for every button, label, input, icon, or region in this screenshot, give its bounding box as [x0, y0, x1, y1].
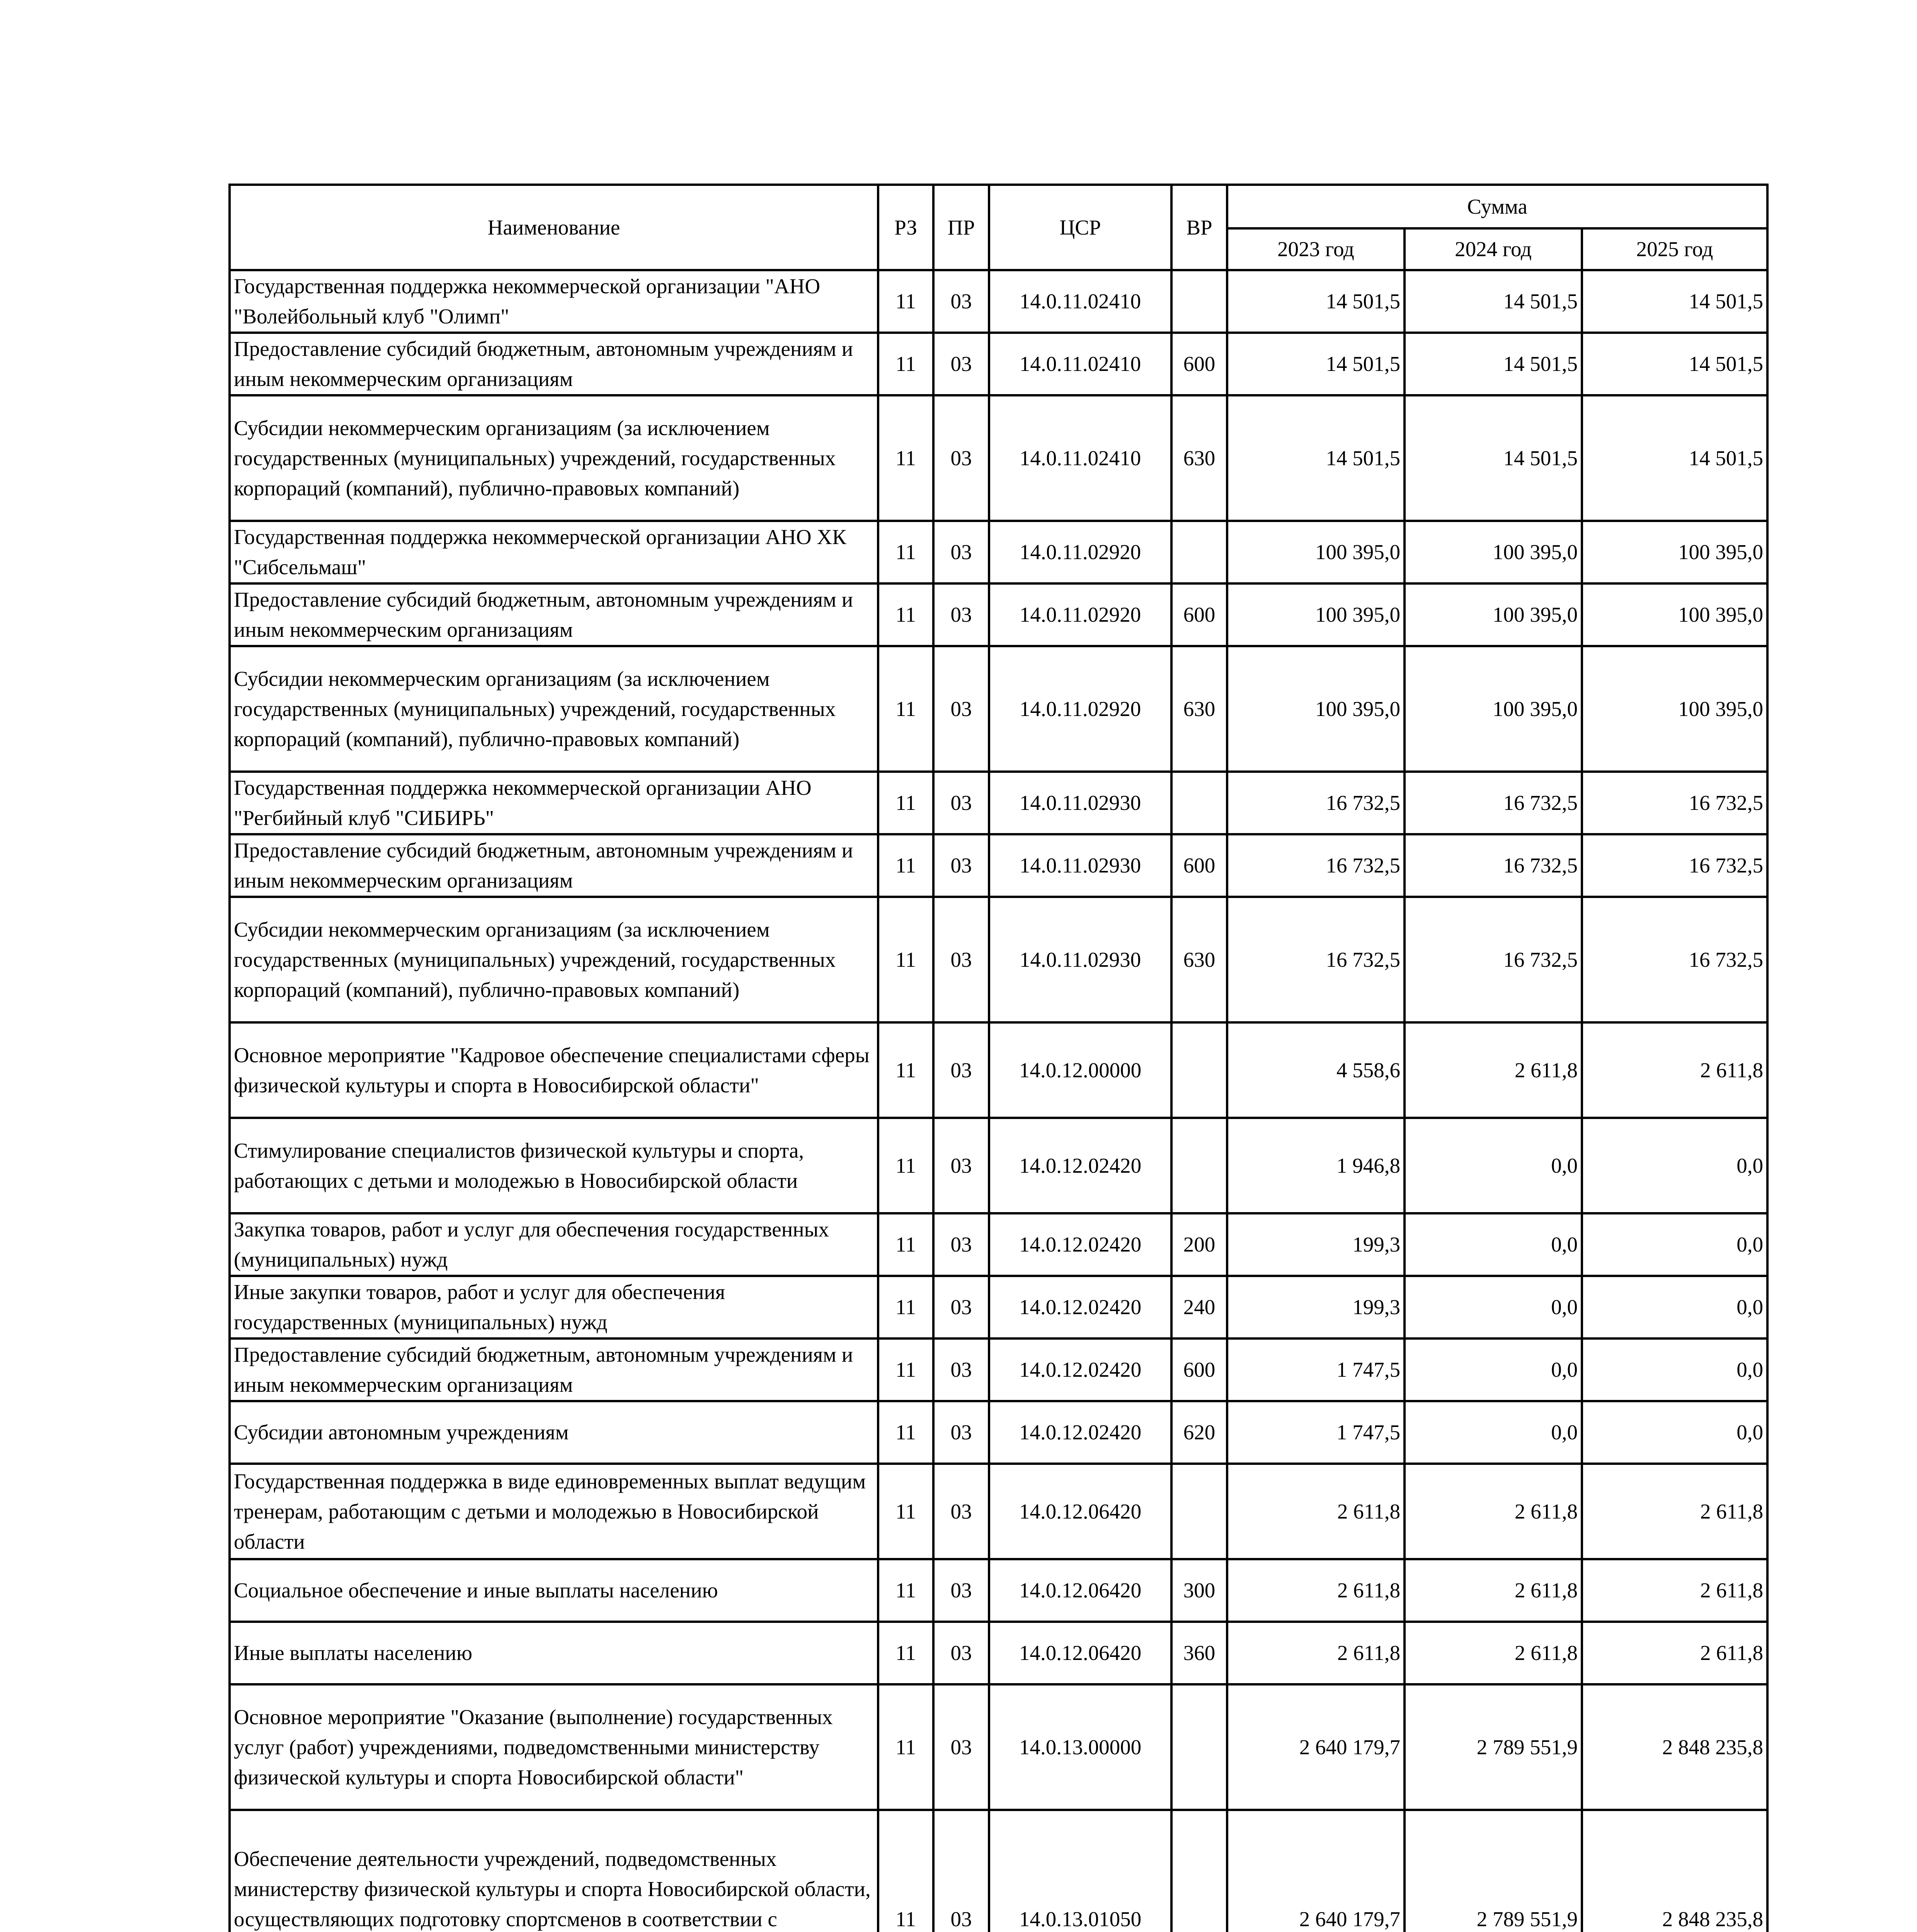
row-rz: 11	[878, 1276, 933, 1338]
row-sum-2023: 16 732,5	[1227, 897, 1405, 1022]
row-sum-2023: 100 395,0	[1227, 521, 1405, 583]
row-name: Предоставление субсидий бюджетным, автономным учреждениям и иным некоммерческим организациям	[230, 333, 878, 395]
header-name: Наименование	[230, 185, 878, 270]
row-csr: 14.0.12.02420	[989, 1213, 1171, 1276]
row-csr: 14.0.11.02920	[989, 583, 1171, 646]
row-sum-2025: 2 611,8	[1582, 1559, 1767, 1622]
row-sum-2024: 2 611,8	[1405, 1622, 1582, 1684]
table-row	[230, 1213, 1767, 1276]
row-name: Государственная поддержка некоммерческой организации АНО ХК "Сибсельмаш"	[230, 521, 878, 583]
table-row	[230, 395, 1767, 521]
row-csr: 14.0.12.02420	[989, 1118, 1171, 1213]
row-name: Основное мероприятие "Кадровое обеспечение специалистами сферы физической культуры и спорта в Новосибирской области"	[230, 1022, 878, 1118]
row-sum-2023: 14 501,5	[1227, 333, 1405, 395]
row-rz: 11	[878, 333, 933, 395]
table-row	[230, 1118, 1767, 1213]
row-name: Стимулирование специалистов физической культуры и спорта, работающих с детьми и молодежью в Новосибирской области	[230, 1118, 878, 1213]
row-sum-2024: 100 395,0	[1405, 521, 1582, 583]
table-row	[230, 1276, 1767, 1338]
row-vr	[1171, 1810, 1227, 1932]
row-sum-2023: 199,3	[1227, 1213, 1405, 1276]
row-sum-2023: 1 946,8	[1227, 1118, 1405, 1213]
row-sum-2023: 4 558,6	[1227, 1022, 1405, 1118]
row-sum-2025: 2 848 235,8	[1582, 1810, 1767, 1932]
row-sum-2024: 0,0	[1405, 1276, 1582, 1338]
row-name: Субсидии некоммерческим организациям (за исключением государственных (муниципальных) учреждений, государственных корпораций (компаний), публично-правовых компаний)	[230, 395, 878, 521]
row-sum-2023: 2 611,8	[1227, 1559, 1405, 1622]
row-pr: 03	[933, 897, 989, 1022]
row-rz: 11	[878, 1213, 933, 1276]
table-row	[230, 1338, 1767, 1401]
row-vr: 630	[1171, 897, 1227, 1022]
row-pr: 03	[933, 1684, 989, 1810]
row-sum-2025: 16 732,5	[1582, 772, 1767, 834]
table-row	[230, 897, 1767, 1022]
row-sum-2025: 16 732,5	[1582, 834, 1767, 897]
row-rz: 11	[878, 521, 933, 583]
row-csr: 14.0.12.06420	[989, 1622, 1171, 1684]
table-header-row	[230, 185, 1767, 228]
row-sum-2024: 2 611,8	[1405, 1022, 1582, 1118]
row-sum-2024: 0,0	[1405, 1401, 1582, 1464]
row-sum-2023: 1 747,5	[1227, 1338, 1405, 1401]
row-name: Государственная поддержка некоммерческой организации АНО "Регбийный клуб "СИБИРЬ"	[230, 772, 878, 834]
row-pr: 03	[933, 646, 989, 772]
row-rz: 11	[878, 1559, 933, 1622]
table-row	[230, 1022, 1767, 1118]
table-row	[230, 772, 1767, 834]
table-row	[230, 1622, 1767, 1684]
row-rz: 11	[878, 834, 933, 897]
row-vr	[1171, 1684, 1227, 1810]
row-sum-2024: 2 611,8	[1405, 1559, 1582, 1622]
header-rz: РЗ	[878, 185, 933, 270]
row-vr	[1171, 1022, 1227, 1118]
table-row	[230, 1810, 1767, 1932]
row-sum-2024: 14 501,5	[1405, 333, 1582, 395]
row-vr	[1171, 1464, 1227, 1559]
row-sum-2025: 2 611,8	[1582, 1022, 1767, 1118]
row-sum-2023: 1 747,5	[1227, 1401, 1405, 1464]
row-sum-2023: 199,3	[1227, 1276, 1405, 1338]
row-vr: 600	[1171, 583, 1227, 646]
row-pr: 03	[933, 1622, 989, 1684]
row-csr: 14.0.12.02420	[989, 1401, 1171, 1464]
row-pr: 03	[933, 1810, 989, 1932]
header-vr: ВР	[1171, 185, 1227, 270]
row-sum-2023: 16 732,5	[1227, 772, 1405, 834]
row-csr: 14.0.12.02420	[989, 1338, 1171, 1401]
row-sum-2025: 14 501,5	[1582, 270, 1767, 333]
header-year-2024: 2024 год	[1405, 228, 1582, 270]
row-sum-2024: 0,0	[1405, 1338, 1582, 1401]
row-name: Социальное обеспечение и иные выплаты населению	[230, 1559, 878, 1622]
row-sum-2023: 2 611,8	[1227, 1622, 1405, 1684]
row-csr: 14.0.11.02410	[989, 333, 1171, 395]
row-csr: 14.0.12.06420	[989, 1464, 1171, 1559]
row-pr: 03	[933, 834, 989, 897]
row-rz: 11	[878, 897, 933, 1022]
row-rz: 11	[878, 1622, 933, 1684]
row-pr: 03	[933, 583, 989, 646]
header-pr: ПР	[933, 185, 989, 270]
row-sum-2025: 16 732,5	[1582, 897, 1767, 1022]
row-pr: 03	[933, 1559, 989, 1622]
row-vr: 630	[1171, 646, 1227, 772]
row-sum-2025: 2 611,8	[1582, 1464, 1767, 1559]
row-csr: 14.0.12.00000	[989, 1022, 1171, 1118]
row-name: Предоставление субсидий бюджетным, автономным учреждениям и иным некоммерческим организациям	[230, 583, 878, 646]
table-row	[230, 1464, 1767, 1559]
row-sum-2025: 14 501,5	[1582, 395, 1767, 521]
row-vr: 200	[1171, 1213, 1227, 1276]
row-sum-2023: 14 501,5	[1227, 395, 1405, 521]
row-sum-2023: 16 732,5	[1227, 834, 1405, 897]
row-sum-2024: 100 395,0	[1405, 583, 1582, 646]
row-pr: 03	[933, 772, 989, 834]
row-csr: 14.0.11.02410	[989, 270, 1171, 333]
row-rz: 11	[878, 772, 933, 834]
row-vr	[1171, 772, 1227, 834]
row-name: Субсидии некоммерческим организациям (за исключением государственных (муниципальных) учреждений, государственных корпораций (компаний), публично-правовых компаний)	[230, 897, 878, 1022]
row-sum-2025: 0,0	[1582, 1276, 1767, 1338]
row-name: Субсидии автономным учреждениям	[230, 1401, 878, 1464]
row-vr: 600	[1171, 1338, 1227, 1401]
row-sum-2025: 0,0	[1582, 1401, 1767, 1464]
budget-table	[228, 184, 1769, 1932]
row-sum-2023: 2 640 179,7	[1227, 1810, 1405, 1932]
row-name: Основное мероприятие "Оказание (выполнение) государственных услуг (работ) учреждениями, подведомственными министерству физической культуры и спорта Новосибирской области"	[230, 1684, 878, 1810]
row-pr: 03	[933, 1118, 989, 1213]
row-rz: 11	[878, 1810, 933, 1932]
header-csr: ЦСР	[989, 185, 1171, 270]
row-rz: 11	[878, 1022, 933, 1118]
row-name: Иные закупки товаров, работ и услуг для обеспечения государственных (муниципальных) нужд	[230, 1276, 878, 1338]
row-rz: 11	[878, 1684, 933, 1810]
row-rz: 11	[878, 395, 933, 521]
row-pr: 03	[933, 333, 989, 395]
row-pr: 03	[933, 1022, 989, 1118]
row-sum-2023: 100 395,0	[1227, 583, 1405, 646]
row-sum-2024: 14 501,5	[1405, 395, 1582, 521]
row-vr: 300	[1171, 1559, 1227, 1622]
row-pr: 03	[933, 1401, 989, 1464]
row-sum-2023: 14 501,5	[1227, 270, 1405, 333]
row-csr: 14.0.11.02930	[989, 834, 1171, 897]
row-sum-2024: 16 732,5	[1405, 897, 1582, 1022]
header-year-2023: 2023 год	[1227, 228, 1405, 270]
row-sum-2025: 0,0	[1582, 1338, 1767, 1401]
table-row	[230, 1401, 1767, 1464]
row-csr: 14.0.11.02920	[989, 521, 1171, 583]
row-sum-2025: 100 395,0	[1582, 583, 1767, 646]
row-sum-2023: 2 611,8	[1227, 1464, 1405, 1559]
table-row	[230, 646, 1767, 772]
row-sum-2024: 14 501,5	[1405, 270, 1582, 333]
row-sum-2024: 0,0	[1405, 1118, 1582, 1213]
row-vr: 240	[1171, 1276, 1227, 1338]
row-vr: 600	[1171, 333, 1227, 395]
row-csr: 14.0.13.00000	[989, 1684, 1171, 1810]
row-rz: 11	[878, 583, 933, 646]
table-row	[230, 583, 1767, 646]
row-pr: 03	[933, 1464, 989, 1559]
row-vr	[1171, 521, 1227, 583]
row-sum-2025: 100 395,0	[1582, 646, 1767, 772]
row-csr: 14.0.11.02920	[989, 646, 1171, 772]
row-csr: 14.0.13.01050	[989, 1810, 1171, 1932]
row-sum-2024: 2 611,8	[1405, 1464, 1582, 1559]
row-vr	[1171, 1118, 1227, 1213]
row-sum-2025: 2 611,8	[1582, 1622, 1767, 1684]
row-sum-2025: 14 501,5	[1582, 333, 1767, 395]
row-sum-2023: 2 640 179,7	[1227, 1684, 1405, 1810]
row-sum-2024: 0,0	[1405, 1213, 1582, 1276]
row-sum-2024: 16 732,5	[1405, 834, 1582, 897]
row-name: Закупка товаров, работ и услуг для обеспечения государственных (муниципальных) нужд	[230, 1213, 878, 1276]
row-sum-2024: 100 395,0	[1405, 646, 1582, 772]
row-name: Государственная поддержка некоммерческой организации "АНО "Волейбольный клуб "Олимп"	[230, 270, 878, 333]
row-vr	[1171, 270, 1227, 333]
row-sum-2025: 0,0	[1582, 1213, 1767, 1276]
header-year-2025: 2025 год	[1582, 228, 1767, 270]
row-sum-2024: 16 732,5	[1405, 772, 1582, 834]
row-vr: 600	[1171, 834, 1227, 897]
row-csr: 14.0.11.02410	[989, 395, 1171, 521]
row-pr: 03	[933, 521, 989, 583]
table-body	[230, 270, 1767, 1932]
row-rz: 11	[878, 1118, 933, 1213]
row-sum-2025: 2 848 235,8	[1582, 1684, 1767, 1810]
row-pr: 03	[933, 1276, 989, 1338]
row-rz: 11	[878, 646, 933, 772]
row-pr: 03	[933, 270, 989, 333]
row-sum-2024: 2 789 551,9	[1405, 1810, 1582, 1932]
row-name: Государственная поддержка в виде единовременных выплат ведущим тренерам, работающим с детьми и молодежью в Новосибирской области	[230, 1464, 878, 1559]
table-row	[230, 834, 1767, 897]
row-csr: 14.0.12.02420	[989, 1276, 1171, 1338]
row-rz: 11	[878, 270, 933, 333]
row-sum-2025: 0,0	[1582, 1118, 1767, 1213]
row-csr: 14.0.11.02930	[989, 772, 1171, 834]
row-rz: 11	[878, 1401, 933, 1464]
table-row	[230, 521, 1767, 583]
row-pr: 03	[933, 395, 989, 521]
row-rz: 11	[878, 1338, 933, 1401]
row-vr: 630	[1171, 395, 1227, 521]
row-vr: 360	[1171, 1622, 1227, 1684]
row-csr: 14.0.11.02930	[989, 897, 1171, 1022]
row-name: Предоставление субсидий бюджетным, автономным учреждениям и иным некоммерческим организациям	[230, 1338, 878, 1401]
row-name: Субсидии некоммерческим организациям (за исключением государственных (муниципальных) учреждений, государственных корпораций (компаний), публично-правовых компаний)	[230, 646, 878, 772]
row-vr: 620	[1171, 1401, 1227, 1464]
row-pr: 03	[933, 1338, 989, 1401]
row-name: Предоставление субсидий бюджетным, автономным учреждениям и иным некоммерческим организациям	[230, 834, 878, 897]
row-sum-2025: 100 395,0	[1582, 521, 1767, 583]
header-sum: Сумма	[1227, 185, 1767, 228]
table-row	[230, 333, 1767, 395]
row-sum-2024: 2 789 551,9	[1405, 1684, 1582, 1810]
table-row	[230, 1559, 1767, 1622]
row-sum-2023: 100 395,0	[1227, 646, 1405, 772]
row-name: Обеспечение деятельности учреждений, подведомственных министерству физической культуры и спорта Новосибирской области, осуществляющих подготовку спортсменов в соответствии с	[230, 1810, 878, 1932]
table-row	[230, 270, 1767, 333]
row-csr: 14.0.12.06420	[989, 1559, 1171, 1622]
row-name: Иные выплаты населению	[230, 1622, 878, 1684]
row-rz: 11	[878, 1464, 933, 1559]
row-pr: 03	[933, 1213, 989, 1276]
table-row	[230, 1684, 1767, 1810]
